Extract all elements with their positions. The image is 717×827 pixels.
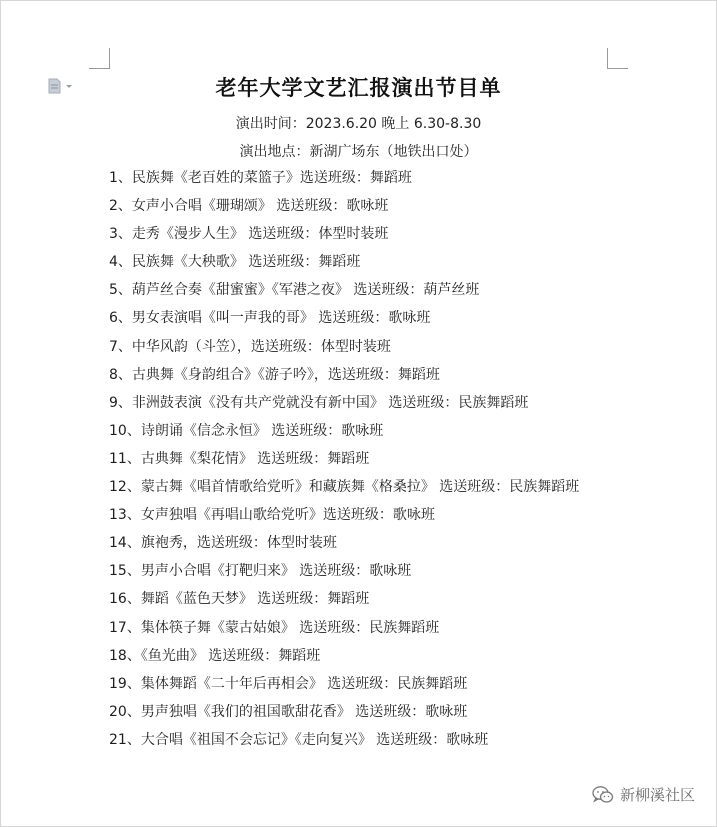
crop-mark-top-right [607,48,628,69]
program-item: 10、诗朗诵《信念永恒》 选送班级：歌咏班 [109,422,384,439]
program-item: 7、中华风韵（斗笠），选送班级：体型时装班 [109,338,391,355]
program-item: 13、女声独唱《再唱山歌给党听》选送班级：歌咏班 [109,507,435,524]
program-item: 1、民族舞《老百姓的菜篮子》选送班级：舞蹈班 [109,170,412,186]
program-item: 16、舞蹈《蓝色天梦》 选送班级：舞蹈班 [109,591,370,608]
wechat-icon [592,785,614,805]
program-item: 21、大合唱《祖国不会忘记》《走向复兴》 选送班级：歌咏班 [109,731,489,748]
program-list [109,164,579,754]
crop-mark-top-left [89,48,110,69]
program-item: 6、男女表演唱《叫一声我的哥》 选送班级：歌咏班 [109,310,431,327]
program-item: 17、集体筷子舞《蒙古姑娘》 选送班级：民族舞蹈班 [109,619,440,636]
program-item: 14、旗袍秀，选送班级：体型时装班 [109,535,337,552]
program-item: 5、葫芦丝合奏《甜蜜蜜》《军港之夜》 选送班级：葫芦丝班 [109,282,480,299]
program-item: 15、男声小合唱《打靶归来》 选送班级：歌咏班 [109,563,412,580]
program-item: 18、《鱼光曲》 选送班级：舞蹈班 [109,647,321,664]
document-title: 老年大学文艺汇报演出节目单 [215,75,502,100]
program-item: 19、集体舞蹈《二十年后再相会》 选送班级：民族舞蹈班 [109,675,468,692]
watermark-text: 新柳溪社区 [619,786,695,804]
performance-place: 演出地点：新湖广场东（地铁出口处） [239,144,478,160]
program-item: 4、民族舞《大秧歌》 选送班级：舞蹈班 [109,254,361,271]
performance-time: 演出时间：2023.6.20 晚上 6.30-8.30 [235,116,482,132]
program-item: 8、古典舞《身韵组合》《游子吟》，选送班级：舞蹈班 [109,366,440,383]
program-item: 2、女声小合唱《珊瑚颂》 选送班级：歌咏班 [109,198,389,215]
program-item: 12、蒙古舞《唱首情歌给党听》和藏族舞《格桑拉》 选送班级：民族舞蹈班 [109,479,580,496]
program-item: 20、男声独唱《我们的祖国歌甜花香》 选送班级：歌咏班 [109,703,468,720]
watermark [592,784,695,805]
program-item: 3、走秀《漫步人生》 选送班级：体型时装班 [109,226,389,243]
program-item: 11、古典舞《梨花情》 选送班级：舞蹈班 [109,450,370,467]
program-item: 9、非洲鼓表演《没有共产党就没有新中国》 选送班级：民族舞蹈班 [109,394,529,411]
